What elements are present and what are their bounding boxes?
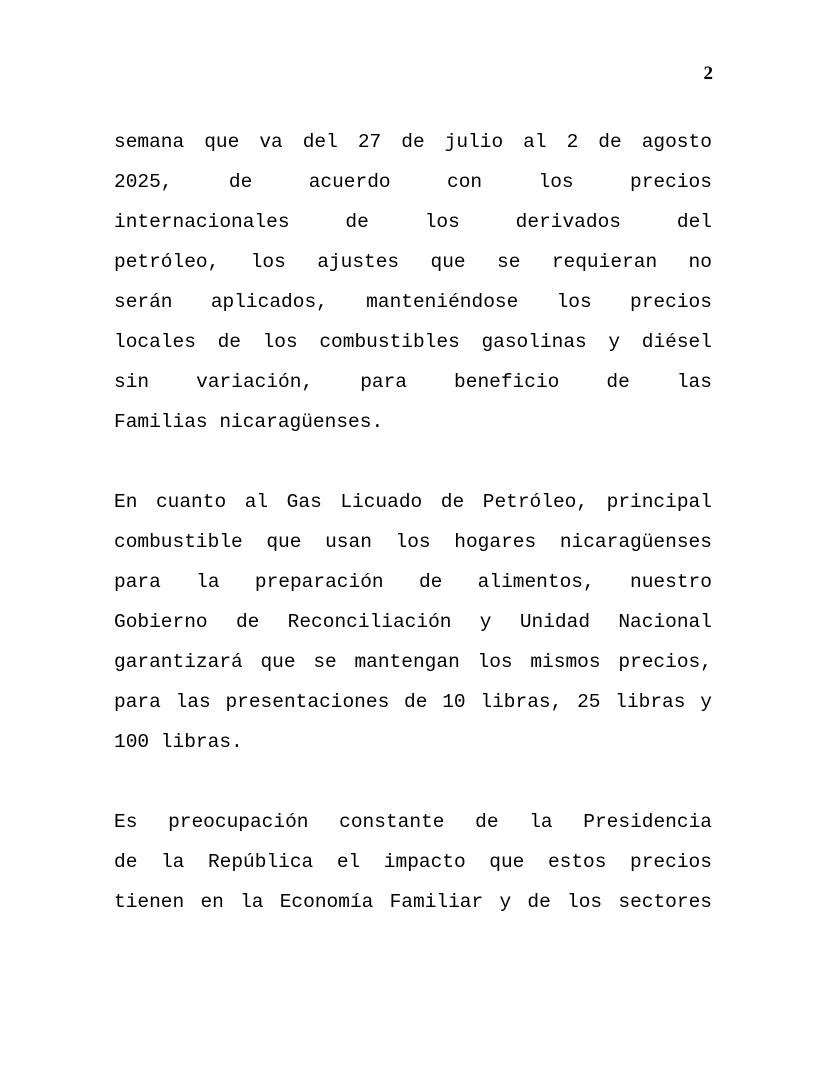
text-line: internacionales de los derivados del <box>114 211 712 233</box>
text-line: sin variación, para beneficio de las <box>114 371 712 393</box>
text-line: combustible que usan los hogares nicaragüenses <box>114 531 712 553</box>
paragraph-3 <box>114 802 712 922</box>
document-body <box>114 122 712 922</box>
text-line: locales de los combustibles gasolinas y diésel <box>114 331 712 353</box>
text-line: serán aplicados, manteniéndose los precios <box>114 291 712 313</box>
text-line: Es preocupación constante de la Presidencia <box>114 811 712 833</box>
text-line: para las presentaciones de 10 libras, 25 libras y <box>114 691 712 713</box>
text-line: Familias nicaragüenses. <box>114 411 384 433</box>
text-line: semana que va del 27 de julio al 2 de agosto <box>114 131 712 153</box>
text-line: petróleo, los ajustes que se requieran no <box>114 251 712 273</box>
text-line: de la República el impacto que estos precios <box>114 851 712 873</box>
text-line: En cuanto al Gas Licuado de Petróleo, principal <box>114 491 712 513</box>
paragraph-1 <box>114 122 712 442</box>
text-line: Gobierno de Reconciliación y Unidad Nacional <box>114 611 712 633</box>
text-line: 100 libras. <box>114 731 243 753</box>
paragraph-2 <box>114 482 712 762</box>
text-line: 2025, de acuerdo con los precios <box>114 171 712 193</box>
text-line: tienen en la Economía Familiar y de los sectores <box>114 891 712 913</box>
text-line: para la preparación de alimentos, nuestro <box>114 571 712 593</box>
page-number: 2 <box>703 63 713 84</box>
text-line: garantizará que se mantengan los mismos precios, <box>114 651 712 673</box>
